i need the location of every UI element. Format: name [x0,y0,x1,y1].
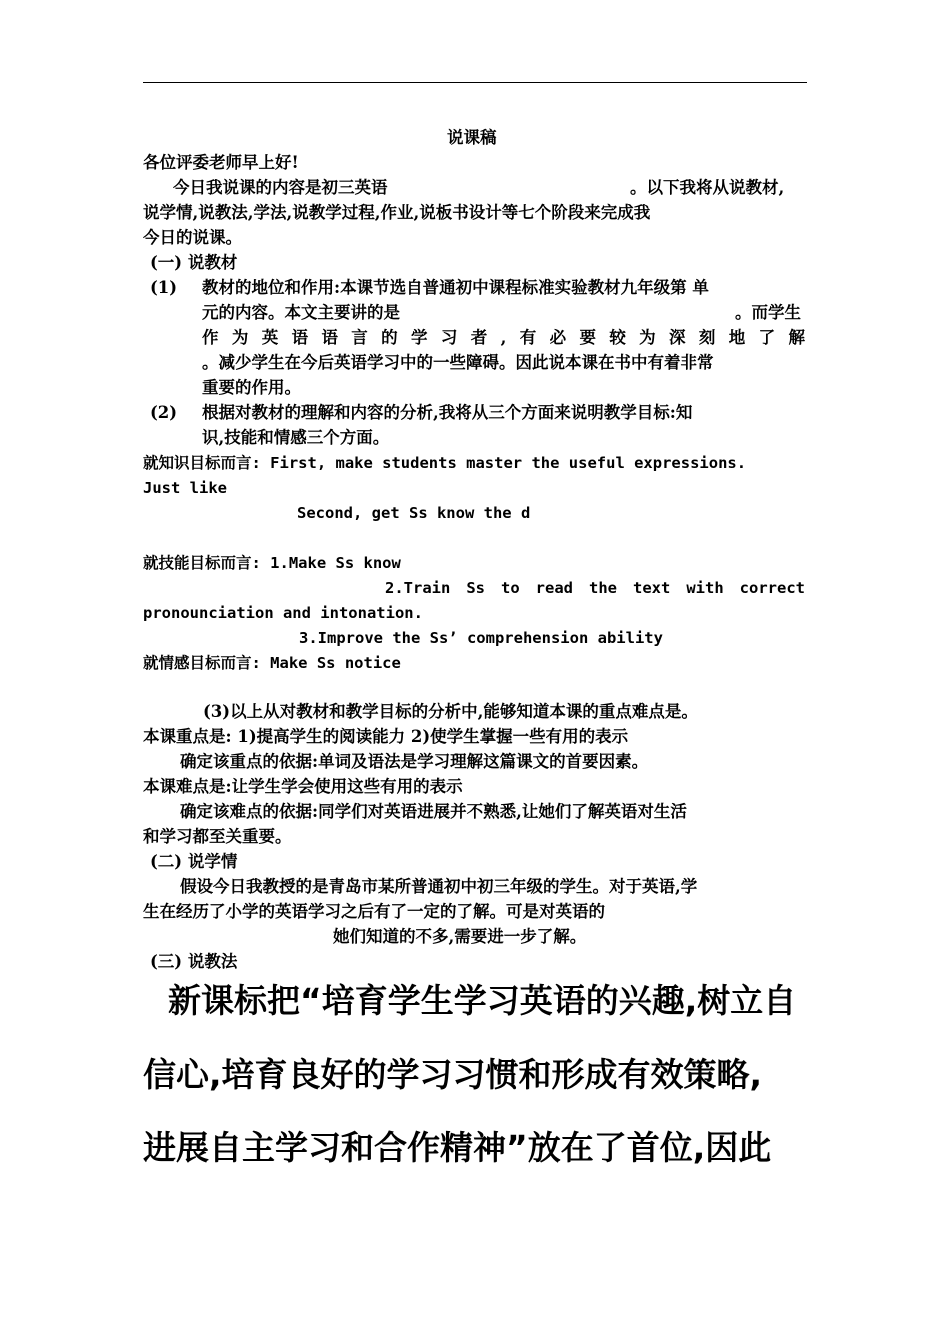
item1-number: (1) [150,278,178,297]
intro-line1-b: 。以下我将从说教材, [630,178,785,197]
item1-line2-a: 元的内容。本文主要讲的是 [202,303,400,322]
item1-line2-b: 。而学生 [735,303,801,322]
emotion-goal: 就情感目标而言: Make Ss notice [143,654,401,672]
section2-line3: 她们知道的不多,需要进一步了解。 [333,927,587,946]
item1-line3: 作为英语语言的学习者,有必要较为深刻地了解 [202,328,805,347]
item1-line1: 教材的地位和作用:本课节选自普通初中课程标准实验教材九年级第 单 [202,278,709,297]
intro-line1-a: 今日我说课的内容是初三英语 [173,178,388,197]
skill-goal-line2: 2.Train Ss to read the text with correct [385,579,805,597]
section3-heading: (三) 说教法 [150,952,238,971]
difficult-basis-line2: 和学习都至关重要。 [143,827,292,846]
intro-line3: 今日的说课。 [143,228,242,247]
item1-line4: 。减少学生在今后英语学习中的一些障碍。因此说本课在书中有着非常 [202,353,714,372]
skill-goal-line3: pronounciation and intonation. [143,604,423,622]
key-point: 本课重点是: 1)提高学生的阅读能力 2)使学生掌握一些有用的表示 [143,727,629,746]
section1-heading: (一) 说教材 [150,253,238,272]
key-point-basis: 确定该重点的依据:单词及语法是学习理解这篇课文的首要因素。 [180,752,649,771]
page-title: 说课稿 [447,128,497,147]
greeting: 各位评委老师早上好! [143,153,299,172]
item2-line2: 识,技能和情感三个方面。 [202,428,390,447]
difficult-basis-line1: 确定该难点的依据:同学们对英语进展并不熟悉,让她们了解英语对生活 [180,802,687,821]
section2-heading: (二) 说学情 [150,852,238,871]
item3-text: (3)以上从对教材和教学目标的分析中,能够知道本课的重点难点是。 [203,702,698,721]
item2-line1: 根据对教材的理解和内容的分析,我将从三个方面来说明教学目标:知 [202,403,693,422]
intro-line2: 说学情,说教法,学法,说教学过程,作业,说板书设计等七个阶段来完成我 [143,203,651,222]
knowledge-goal-line2: Just like [143,479,227,497]
skill-goal-line1: 就技能目标而言: 1.Make Ss know [143,554,401,572]
section3-big-line3: 进展自主学习和合作精神”放在了首位,因此 [143,1128,772,1167]
header-rule [143,82,807,83]
skill-goal-line4: 3.Improve the Ss’ comprehension ability [299,629,663,647]
knowledge-goal-line1: 就知识目标而言: First, make students master the useful expressions. [143,454,747,472]
section3-big-line2: 信心,培育良好的学习习惯和形成有效策略, [143,1055,763,1094]
section2-line1: 假设今日我教授的是青岛市某所普通初中初三年级的学生。对于英语,学 [180,877,698,896]
item1-line5: 重要的作用。 [202,378,301,397]
item2-number: (2) [150,403,178,422]
knowledge-goal-line3: Second, get Ss know the d [297,504,531,522]
section3-big-line1: 新课标把“培育学生学习英语的兴趣,树立自 [168,981,797,1020]
difficult-point: 本课难点是:让学生学会使用这些有用的表示 [143,777,463,796]
section2-line2: 生在经历了小学的英语学习之后有了一定的了解。可是对英语的 [143,902,605,921]
